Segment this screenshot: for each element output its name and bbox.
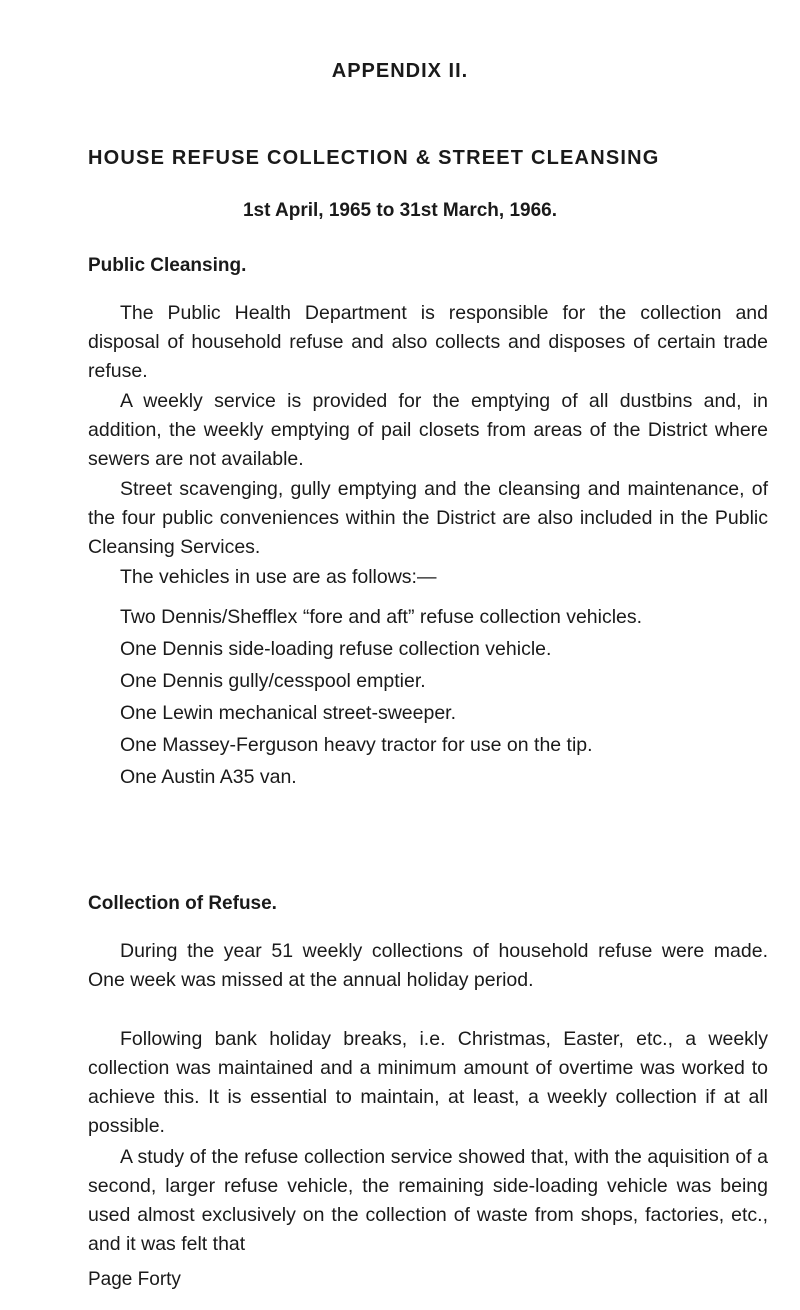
paragraph: The vehicles in use are as follows:— [120, 566, 437, 588]
paragraph: A study of the refuse collection service showed that, with the aquisition of a second, larger refuse vehicle, the remaining side-loading vehicle was being used almost exclusively on the collection of waste from shops, factories, etc., and it was felt that [88, 1146, 768, 1255]
paragraph: A weekly service is provided for the emptying of all dustbins and, in addition, the weekly emptying of pail closets from areas of the District where sewers are not available. [88, 390, 768, 470]
paragraph: Following bank holiday breaks, i.e. Christmas, Easter, etc., a weekly collection was maintained and a minimum amount of overtime was worked to achieve this. It is essential to maintain, at least, a weekly collection if at all possible. [88, 1028, 768, 1137]
list-item: One Austin A35 van. [120, 766, 297, 788]
section-heading-public-cleansing: Public Cleansing. [88, 255, 247, 276]
reporting-period: 1st April, 1965 to 31st March, 1966. [242, 200, 557, 221]
document-title: HOUSE REFUSE COLLECTION & STREET CLEANSING [88, 147, 660, 169]
appendix-heading: APPENDIX II. [331, 60, 469, 82]
list-item: One Lewin mechanical street-sweeper. [120, 702, 457, 724]
paragraph: During the year 51 weekly collections of household refuse were made. One week was missed at the annual holiday period. [88, 940, 768, 991]
paragraph: The Public Health Department is responsible for the collection and disposal of household refuse and also collects and disposes of certain trade refuse. [88, 302, 768, 382]
page-number: Page Forty [88, 1269, 181, 1290]
vehicle-list [120, 603, 760, 795]
list-item: One Dennis side-loading refuse collection vehicle. [120, 638, 552, 660]
section-heading-collection-of-refuse: Collection of Refuse. [88, 893, 277, 914]
list-item: One Dennis gully/cesspool emptier. [120, 670, 426, 692]
list-item: Two Dennis/Shefflex “fore and aft” refuse collection vehicles. [120, 606, 643, 628]
paragraph: Street scavenging, gully emptying and the cleansing and maintenance, of the four public conveniences within the District are also included in the Public Cleansing Services. [88, 478, 768, 558]
list-item: One Massey-Ferguson heavy tractor for use on the tip. [120, 734, 593, 756]
